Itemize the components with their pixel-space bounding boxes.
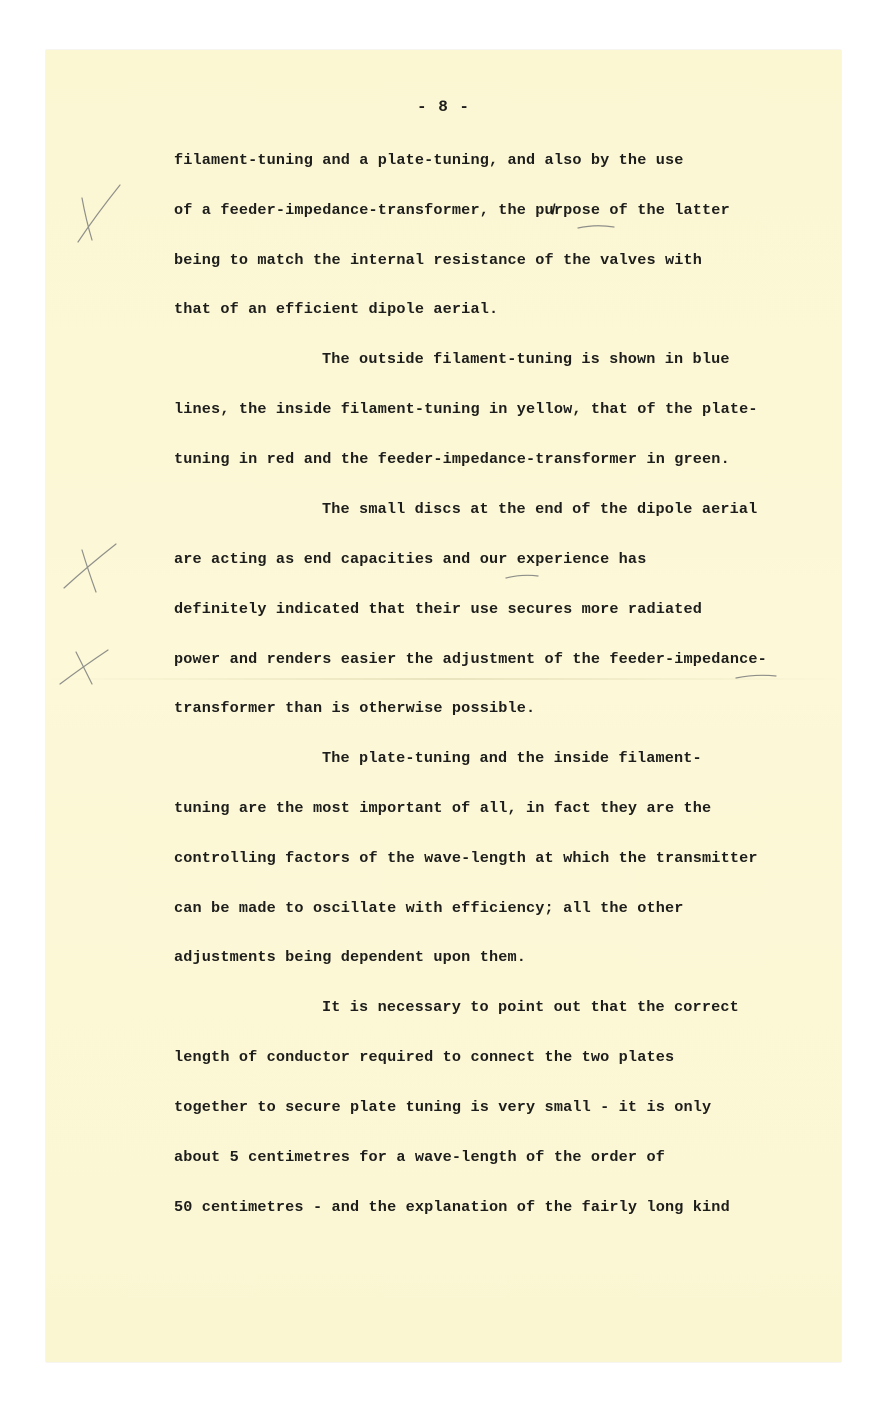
pencil-underline — [734, 672, 778, 682]
margin-x-mark — [58, 538, 122, 598]
text-line: about 5 centimetres for a wave-length of the order of — [174, 1148, 665, 1166]
text-line: The small discs at the end of the dipole aerial — [322, 500, 758, 518]
text-line: lines, the inside filament-tuning in yellow, that of the plate- — [174, 400, 758, 418]
text-line: are acting as end capacities and our experience has — [174, 550, 647, 568]
text-line: can be made to oscillate with efficiency; all the other — [174, 899, 684, 917]
text-line: being to match the internal resistance of the valves with — [174, 251, 703, 269]
pencil-underline — [576, 222, 616, 232]
text-line: 50 centimetres - and the explanation of the fairly long kind — [174, 1198, 730, 1216]
text-line: adjustments being dependent upon them. — [174, 948, 527, 966]
margin-x-mark — [56, 644, 116, 692]
page-number: - 8 - — [416, 98, 470, 116]
text-line: power and renders easier the adjustment of the feeder-impedance- — [174, 650, 767, 668]
text-line: tuning in red and the feeder-impedance-transformer in green. — [174, 450, 730, 468]
text-line: It is necessary to point out that the correct — [322, 998, 739, 1016]
text-line: The outside filament-tuning is shown in blue — [322, 350, 730, 368]
text-line: that of an efficient dipole aerial. — [174, 300, 499, 318]
margin-x-mark — [68, 180, 128, 250]
paper-fold — [46, 678, 841, 680]
text-line: tuning are the most important of all, in fact they are the — [174, 799, 712, 817]
text-line: transformer than is otherwise possible. — [174, 699, 536, 717]
text-line: definitely indicated that their use secures more radiated — [174, 600, 703, 618]
pencil-underline — [504, 572, 540, 582]
text-line: together to secure plate tuning is very small - it is only — [174, 1098, 712, 1116]
text-line: of a feeder-impedance-transformer, the pu̸rpose of the latter — [174, 201, 730, 219]
text-line: The plate-tuning and the inside filament- — [322, 749, 702, 767]
typed-page — [46, 50, 841, 1362]
text-line: controlling factors of the wave-length at which the transmitter — [174, 849, 758, 867]
text-line: filament-tuning and a plate-tuning, and also by the use — [174, 151, 684, 169]
text-line: length of conductor required to connect the two plates — [174, 1048, 675, 1066]
